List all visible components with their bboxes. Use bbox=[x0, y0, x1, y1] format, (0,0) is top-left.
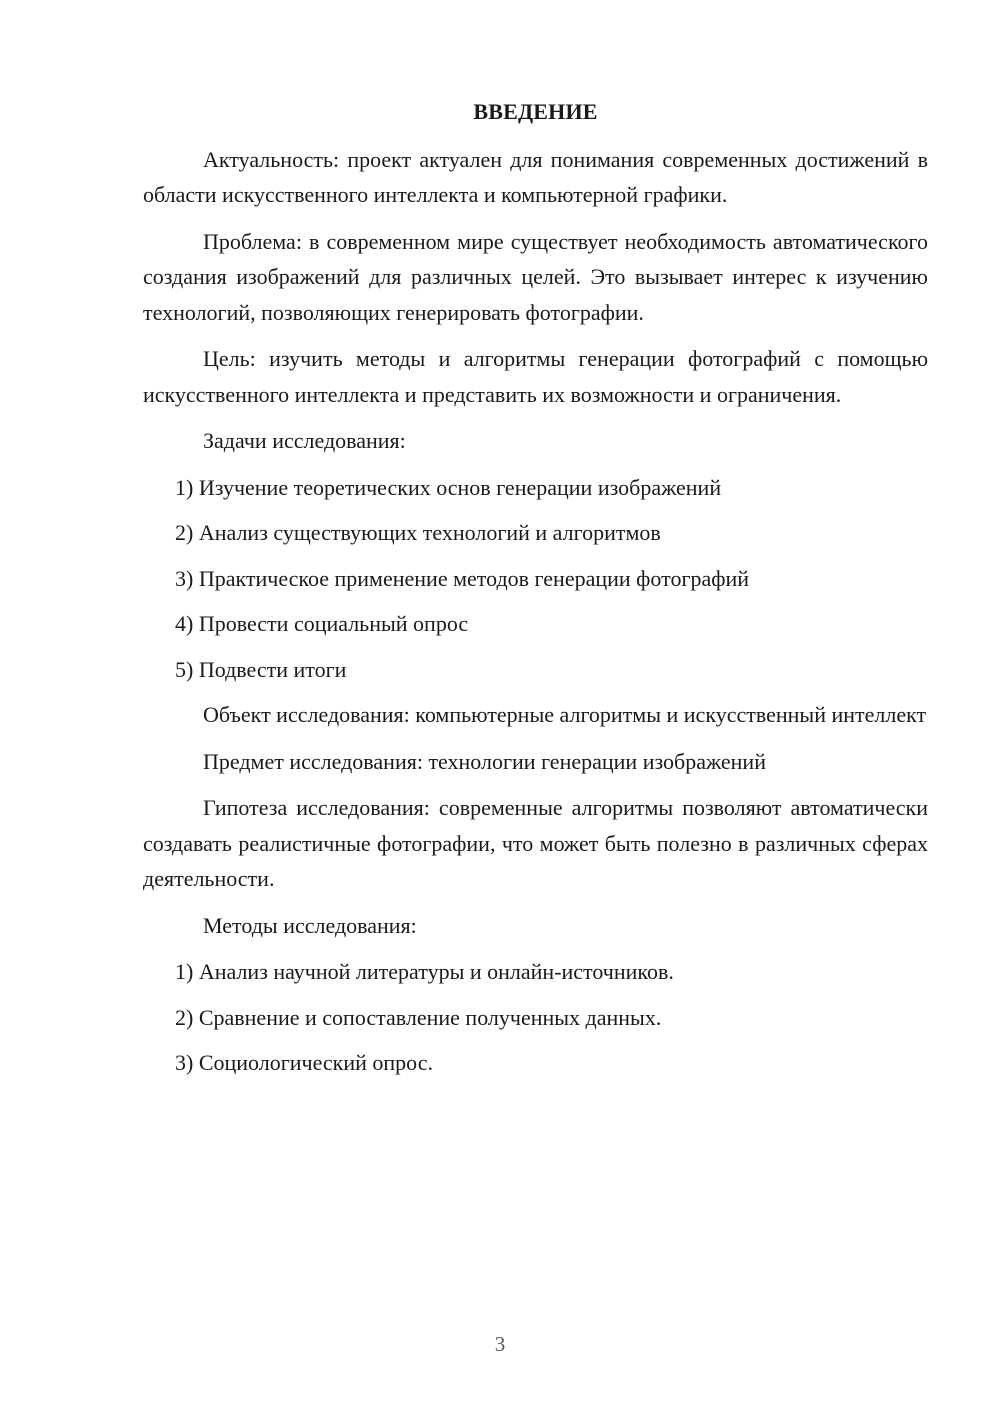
subject-paragraph: Предмет исследования: технологии генерации изображений bbox=[203, 748, 766, 774]
list-item: 1) Анализ научной литературы и онлайн-источников. bbox=[175, 959, 674, 984]
page-number: 3 bbox=[494, 1332, 506, 1356]
list-item: 4) Провести социальный опрос bbox=[175, 611, 469, 636]
methods-title: Методы исследования: bbox=[203, 912, 417, 938]
problem-paragraph: Проблема: в современном мире существует необходимость автоматического создания изображений для различных целей. Это вызывает интерес к изучению технологий, позволяющих генерировать фотографии. bbox=[143, 228, 928, 325]
list-item: 3) Практическое применение методов генерации фотографий bbox=[175, 565, 750, 591]
document-body bbox=[143, 94, 928, 1091]
list-item: 2) Сравнение и сопоставление полученных данных. bbox=[175, 1004, 662, 1030]
list-item: 5) Подвести итоги bbox=[175, 656, 347, 682]
relevance-paragraph: Актуальность: проект актуален для понимания современных достижений в области искусственного интеллекта и компьютерной графики. bbox=[143, 146, 928, 207]
hypothesis-paragraph: Гипотеза исследования: современные алгоритмы позволяют автоматически создавать реалистичные фотографии, что может быть полезно в различных сферах деятельности. bbox=[143, 795, 928, 891]
tasks-list bbox=[143, 470, 928, 688]
list-item: 1) Изучение теоретических основ генерации изображений bbox=[175, 474, 722, 500]
tasks-title: Задачи исследования: bbox=[203, 428, 406, 453]
section-heading: ВВЕДЕНИЕ bbox=[473, 99, 598, 124]
list-item: 2) Анализ существующих технологий и алгоритмов bbox=[175, 520, 661, 545]
list-item: 3) Социологический опрос. bbox=[175, 1050, 433, 1075]
object-paragraph: Объект исследования: компьютерные алгоритмы и искусственный интеллект bbox=[203, 702, 927, 727]
methods-list bbox=[143, 954, 928, 1081]
goal-paragraph: Цель: изучить методы и алгоритмы генерации фотографий с помощью искусственного интеллекта и представить их возможности и ограничения. bbox=[143, 346, 928, 407]
